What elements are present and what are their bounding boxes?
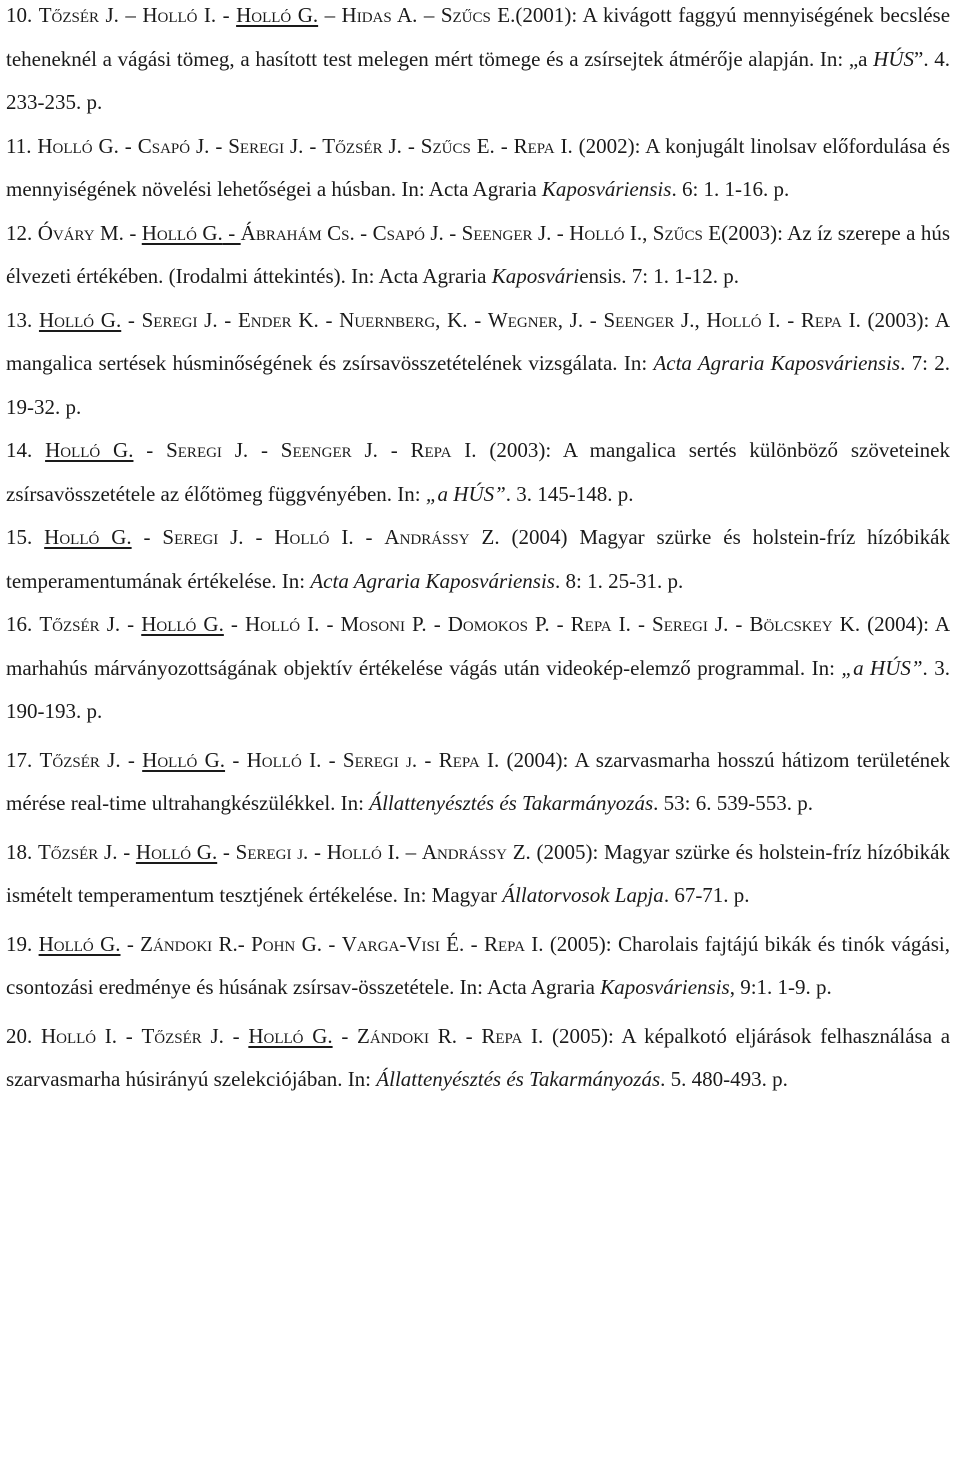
reference-text: - bbox=[248, 438, 281, 462]
reference-text: (2004): A szarvasmarha hosszú hátizom területének mérése real-time ultrahangkészülékkel. In: bbox=[6, 747, 950, 815]
reference-text: - bbox=[583, 307, 604, 332]
reference-text: 13. bbox=[6, 307, 39, 332]
reference-text: - bbox=[217, 839, 236, 864]
author-name: Pohn G. bbox=[251, 931, 323, 956]
reference-text: - bbox=[223, 612, 245, 636]
author-name: Tőzsér J. bbox=[322, 133, 402, 158]
author-name: Holló G. bbox=[38, 307, 122, 332]
reference-text: - bbox=[217, 307, 238, 332]
author-name: Holló G. bbox=[38, 931, 121, 956]
reference-text: - bbox=[243, 525, 275, 549]
reference-text: (2005): Magyar szürke és holstein-fríz hízóbikák ismételt temperamentum tesztjének értékelése. In: Magyar bbox=[6, 839, 950, 907]
reference-text: - bbox=[117, 1023, 142, 1048]
reference-text: - bbox=[118, 133, 138, 158]
reference-text: - bbox=[318, 307, 340, 332]
author-name: Holló G. bbox=[142, 747, 226, 772]
reference-text: , bbox=[694, 307, 707, 332]
reference-text: - bbox=[237, 931, 252, 956]
reference-text: 15. bbox=[6, 525, 45, 549]
reference-text: – bbox=[118, 3, 143, 27]
author-name: Repa I. bbox=[481, 1023, 544, 1048]
author-name: Holló I. bbox=[569, 220, 643, 245]
reference-text: (2005): A képalkotó eljárások felhasználása a szarvasmarha húsirányú szelekciójában. In: bbox=[6, 1023, 951, 1091]
author-name: Repa I. bbox=[438, 747, 500, 772]
reference-text: . 6: 1. 1-16. p. bbox=[671, 177, 790, 201]
author-name: Tőzsér J. bbox=[39, 747, 121, 772]
author-name: Holló I. bbox=[706, 307, 781, 332]
reference-19 bbox=[6, 923, 950, 1010]
reference-15 bbox=[6, 516, 950, 603]
reference-text: . 3. 145-148. p. bbox=[505, 481, 634, 506]
author-name: Holló G. bbox=[135, 839, 218, 864]
journal-title: Acta Agraria Kaposváriensis bbox=[653, 351, 901, 375]
author-name: Zándoki R. bbox=[140, 931, 238, 956]
reference-text: - bbox=[322, 931, 342, 956]
reference-text: . 5. 480-493. p. bbox=[660, 1067, 788, 1091]
reference-text: . 8: 1. 25-31. p. bbox=[554, 568, 684, 593]
author-name: Holló I. bbox=[246, 747, 322, 772]
reference-text: - bbox=[354, 220, 373, 245]
author-name: Holló G. bbox=[248, 1023, 333, 1048]
reference-text: - bbox=[551, 220, 570, 245]
reference-text: 18. bbox=[6, 839, 38, 864]
reference-text: 14. bbox=[6, 438, 46, 462]
author-name: Holló G. bbox=[141, 612, 224, 636]
author-name: Csapó J. bbox=[372, 220, 444, 245]
journal-title: „a HÚS” bbox=[425, 481, 506, 506]
author-name: Seregi j. bbox=[342, 747, 418, 772]
author-name: Repa I. bbox=[483, 931, 544, 956]
author-name: Holló G. bbox=[141, 220, 223, 245]
reference-text: - bbox=[225, 747, 247, 772]
reference-text: 17. bbox=[6, 747, 40, 772]
reference-text: - bbox=[319, 612, 341, 636]
author-name: Ender K. bbox=[237, 307, 319, 332]
author-name: Seenger J. bbox=[461, 220, 552, 245]
reference-text: , 9:1. 1-9. p. bbox=[729, 975, 832, 999]
reference-text: - bbox=[120, 612, 142, 636]
reference-text: - bbox=[494, 133, 514, 158]
reference-text: - bbox=[377, 438, 411, 462]
author-name: Andrássy Z. bbox=[421, 839, 531, 864]
reference-text: (2005): Charolais fajtájú bikák és tinók vágási, csontozási eredménye és húsának zsírsav-összetétele. In: Acta Agraria bbox=[6, 931, 950, 999]
reference-text: - bbox=[303, 133, 323, 158]
author-name: Holló I. bbox=[40, 1023, 118, 1048]
author-name: Varga-Visi É. bbox=[341, 931, 465, 956]
author-name: Repa I. bbox=[800, 307, 861, 332]
author-name: Óváry M. bbox=[37, 220, 124, 245]
reference-10 bbox=[6, 0, 950, 125]
reference-text: - bbox=[223, 1023, 249, 1048]
author-name: Mosoni P. bbox=[340, 612, 427, 636]
author-name: Seenger J. bbox=[603, 307, 695, 332]
journal-title: HÚS bbox=[873, 46, 915, 71]
author-name: Seregi J. bbox=[228, 133, 304, 158]
reference-text: - bbox=[120, 747, 143, 772]
author-name: Seregi J. bbox=[141, 307, 218, 332]
reference-text: (2004) Magyar szürke és holstein-fríz hízóbikák temperamentumának értékelése. In: bbox=[6, 525, 950, 593]
reference-text: . 7: 2. 19-32. p. bbox=[6, 351, 950, 419]
reference-11 bbox=[6, 125, 950, 212]
journal-title: Állattenyésztés és Takarmányozás bbox=[369, 791, 654, 815]
author-name: Tőzsér J. bbox=[39, 612, 121, 636]
reference-18 bbox=[6, 831, 950, 918]
author-name: Seenger J. bbox=[280, 438, 378, 462]
reference-text: - bbox=[216, 3, 237, 27]
author-name: Zándoki R. bbox=[357, 1023, 457, 1048]
author-name: Domokos P. bbox=[447, 612, 550, 636]
author-name: Szűcs E. bbox=[420, 133, 495, 158]
author-name: Seregi J. bbox=[166, 438, 249, 462]
reference-text: - bbox=[121, 307, 142, 332]
reference-text: 10. bbox=[6, 3, 39, 27]
reference-text: - bbox=[456, 1023, 482, 1048]
reference-text: - bbox=[123, 220, 142, 245]
author-name: Tőzsér J. bbox=[38, 3, 119, 27]
reference-text: (2003): A mangalica sertés különböző szöveteinek zsírsavösszetétele az élőtömeg függvényében. In: bbox=[6, 438, 950, 506]
reference-text: 19. bbox=[6, 931, 39, 956]
reference-20 bbox=[6, 1015, 950, 1102]
author-name: Wegner, J. bbox=[487, 307, 584, 332]
reference-text: - bbox=[426, 612, 448, 636]
reference-text: (2003): A mangalica sertések húsminőségének és zsírsavösszetételének vizsgálata. In: bbox=[6, 307, 951, 375]
reference-text: - bbox=[131, 525, 163, 549]
journal-title: Kaposvári bbox=[491, 264, 580, 288]
author-name: Holló G. bbox=[45, 438, 134, 462]
journal-title: Kaposváriensis bbox=[600, 975, 730, 999]
reference-text: - bbox=[401, 133, 421, 158]
author-name: Repa I. bbox=[570, 612, 631, 636]
author-name: Szűcs E. bbox=[440, 3, 516, 27]
author-name: Szűcs bbox=[652, 220, 703, 245]
reference-text: - bbox=[630, 612, 653, 636]
author-name: Repa I. bbox=[513, 133, 573, 158]
reference-12 bbox=[6, 212, 950, 299]
author-name: Ábrahám Cs. bbox=[240, 220, 355, 245]
reference-text: - bbox=[209, 133, 229, 158]
author-name: Tőzsér J. bbox=[37, 839, 118, 864]
author-name: Holló G. bbox=[44, 525, 132, 549]
author-name: Csapó J. bbox=[137, 133, 210, 158]
author-name: Seregi J. bbox=[652, 612, 729, 636]
reference-text: ensis. 7: 1. 1-12. p. bbox=[579, 264, 740, 288]
journal-title: Állattenyésztés és Takarmányozás bbox=[376, 1067, 661, 1091]
reference-text: 16. bbox=[6, 612, 40, 636]
reference-text: 12. bbox=[6, 220, 38, 245]
journal-title: Állatorvosok Lapja bbox=[502, 883, 664, 907]
reference-text: - bbox=[467, 307, 488, 332]
reference-text: - bbox=[321, 747, 343, 772]
author-name: Andrássy Z. bbox=[384, 525, 500, 549]
reference-text: (2002): A konjugált linolsav előfordulása és mennyiségének növelési lehetőségei a húsban. In: Acta Agraria bbox=[6, 133, 950, 201]
reference-text: – bbox=[417, 3, 441, 27]
journal-title: „a HÚS” bbox=[841, 655, 923, 680]
author-name: Repa I. bbox=[410, 438, 477, 462]
reference-text: - bbox=[117, 839, 136, 864]
author-name: Holló I. bbox=[326, 839, 400, 864]
reference-text: - bbox=[332, 1023, 358, 1048]
reference-text: - bbox=[464, 931, 484, 956]
reference-text: - bbox=[133, 438, 167, 462]
reference-text: . 53: 6. 539-553. p. bbox=[653, 791, 813, 815]
reference-text: - bbox=[222, 220, 241, 245]
reference-text: . 67-71. p. bbox=[663, 883, 750, 907]
journal-title: Kaposváriensis bbox=[541, 177, 672, 201]
author-name: Seregi j. bbox=[235, 839, 309, 864]
author-name: Holló G. bbox=[37, 133, 119, 158]
reference-13 bbox=[6, 299, 950, 430]
reference-text: 11. bbox=[6, 133, 38, 158]
reference-text: – bbox=[318, 3, 342, 27]
reference-text: - bbox=[308, 839, 327, 864]
author-name: Seregi J. bbox=[162, 525, 244, 549]
reference-text: , bbox=[642, 220, 653, 245]
author-name: Holló G. bbox=[236, 3, 319, 27]
author-name: Holló I. bbox=[142, 3, 217, 27]
reference-14 bbox=[6, 429, 950, 516]
author-name: Holló I. bbox=[274, 525, 354, 549]
journal-title: Acta Agraria Kaposváriensis bbox=[310, 568, 555, 593]
reference-text: - bbox=[417, 747, 439, 772]
reference-text: - bbox=[728, 612, 750, 636]
reference-text: 20. bbox=[6, 1023, 41, 1048]
author-name: Holló I. bbox=[244, 612, 320, 636]
reference-text: - bbox=[120, 931, 141, 956]
author-name: Hidas A. bbox=[341, 3, 418, 27]
reference-text: . 3. 190-193. p. bbox=[6, 655, 951, 723]
reference-text: (2001): A kivágott faggyú mennyiségének becslése teheneknél a vágási tömeg, a hasított test melegen mért tömege és a zsírsejtek átmérője alapján. In: „a bbox=[6, 3, 951, 71]
reference-text: - bbox=[549, 612, 571, 636]
reference-text: - bbox=[443, 220, 462, 245]
author-name: Nuernberg, K. bbox=[339, 307, 468, 332]
reference-text: – bbox=[399, 839, 422, 864]
reference-text: - bbox=[780, 307, 801, 332]
reference-text: ”. 4. 233-235. p. bbox=[6, 46, 951, 114]
reference-text: - bbox=[353, 525, 385, 549]
reference-17 bbox=[6, 739, 950, 826]
reference-16 bbox=[6, 603, 950, 734]
author-name: Tőzsér J. bbox=[141, 1023, 224, 1048]
author-name: Bölcskey K. bbox=[749, 612, 861, 636]
reference-text: E(2003): Az íz szerepe a hús élvezeti értékében. (Irodalmi áttekintés). In: Acta Agraria bbox=[6, 220, 951, 288]
reference-text: (2004): A marhahús márványozottságának objektív értékelése vágás után videokép-elemző programmal. In: bbox=[6, 612, 951, 680]
